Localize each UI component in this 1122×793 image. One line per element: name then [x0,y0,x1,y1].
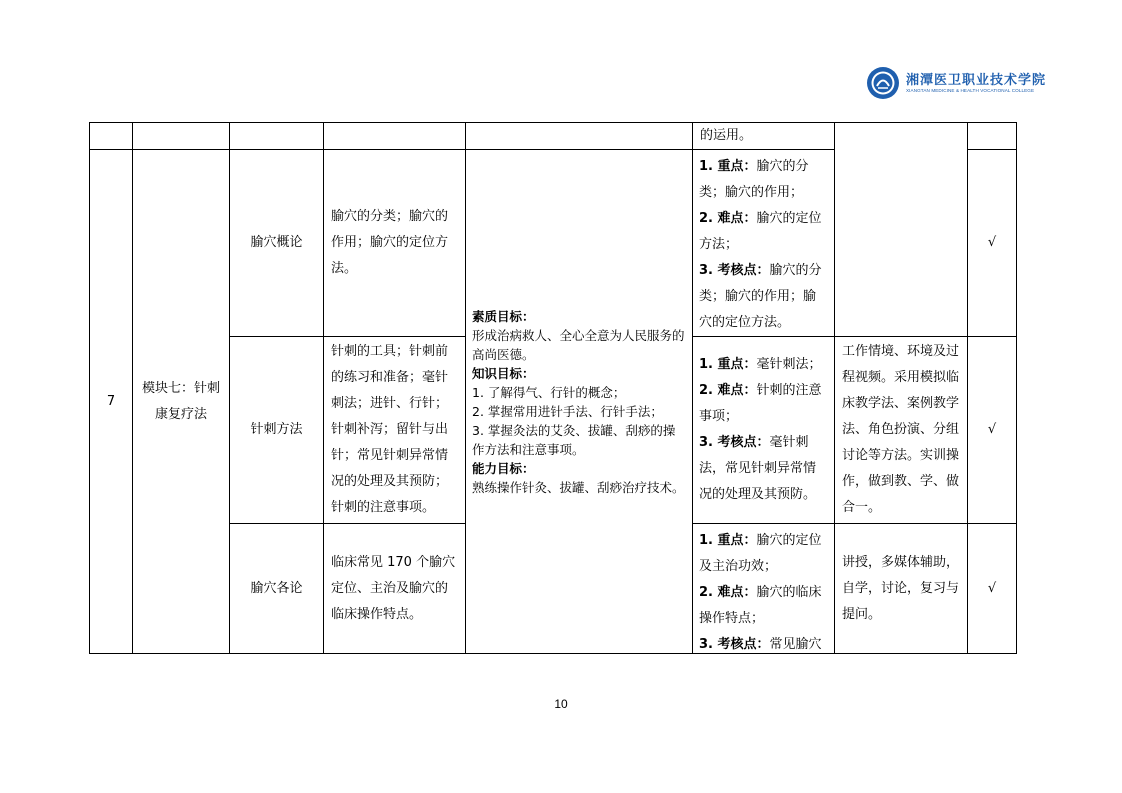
method-cell: 工作情境、环境及过程视频。采用模拟临床教学法、案例教学法、角色扮演、分组讨论等方法。实训操作，做到教、学、做合一。 [835,337,968,524]
check-mark: √ [968,337,1017,524]
key-points-cell: 1. 重点：腧穴的分类；腧穴的作用； 2. 难点：腧穴的定位方法； 3. 考核点：腧穴的分类；腧穴的作用；腧穴的定位方法。 [693,150,835,337]
knowledge-item: 3. 掌握灸法的艾灸、拔罐、刮痧的操作方法和注意事项。 [472,422,676,457]
school-logo [866,66,1046,100]
school-name-cn: 湘潭医卫职业技术学院 [906,72,1047,88]
unit-name: 腧穴概论 [230,150,324,337]
ability-text: 熟练操作针灸、拔罐、刮痧治疗技术。 [472,479,685,495]
school-seal-icon [866,66,900,100]
school-name-en: XIANGTAN MEDICINE & HEALTH VOCATIONAL COLLEGE [906,87,1035,93]
objectives-cell [466,150,693,654]
check-mark: √ [968,150,1017,337]
quality-text: 形成治病救人、全心全意为人民服务的高尚医德。 [472,327,685,362]
key-points-cell: 1. 重点：毫针刺法； 2. 难点：针刺的注意事项； 3. 考核点：毫针刺法，常见针刺异常情况的处理及其预防。 [693,337,835,524]
method-cell: 讲授，多媒体辅助，自学，讨论，复习与提问。 [835,524,968,654]
page-number: 10 [554,697,568,711]
knowledge-item: 2. 掌握常用进针手法、行针手法； [472,403,663,419]
ability-title: 能力目标： [472,460,535,476]
unit-content: 针刺的工具；针刺前的练习和准备；毫针刺法；进针、行针；针刺补泻；留针与出针；常见针刺异常情况的处理及其预防；针刺的注意事项。 [324,337,466,524]
unit-content: 临床常见 170 个腧穴定位、主治及腧穴的临床操作特点。 [324,524,466,654]
unit-name: 腧穴各论 [230,524,324,654]
key-points-cell: 1. 重点：腧穴的定位及主治功效； 2. 难点：腧穴的临床操作特点； 3. 考核点：常见腧穴 [693,524,835,654]
row-index: 7 [90,150,133,654]
key-points-cell: 的运用。 [693,123,835,150]
method-cell [835,123,968,337]
knowledge-title: 知识目标： [472,365,535,381]
unit-name: 针刺方法 [230,337,324,524]
knowledge-item: 1. 了解得气、行针的概念； [472,384,626,400]
quality-title: 素质目标： [472,308,535,324]
module-name: 模块七：针刺康复疗法 [133,150,230,654]
unit-content: 腧穴的分类；腧穴的作用；腧穴的定位方法。 [324,150,466,337]
check-mark: √ [968,524,1017,654]
table-row [90,123,1017,150]
course-content-table [89,122,1017,654]
